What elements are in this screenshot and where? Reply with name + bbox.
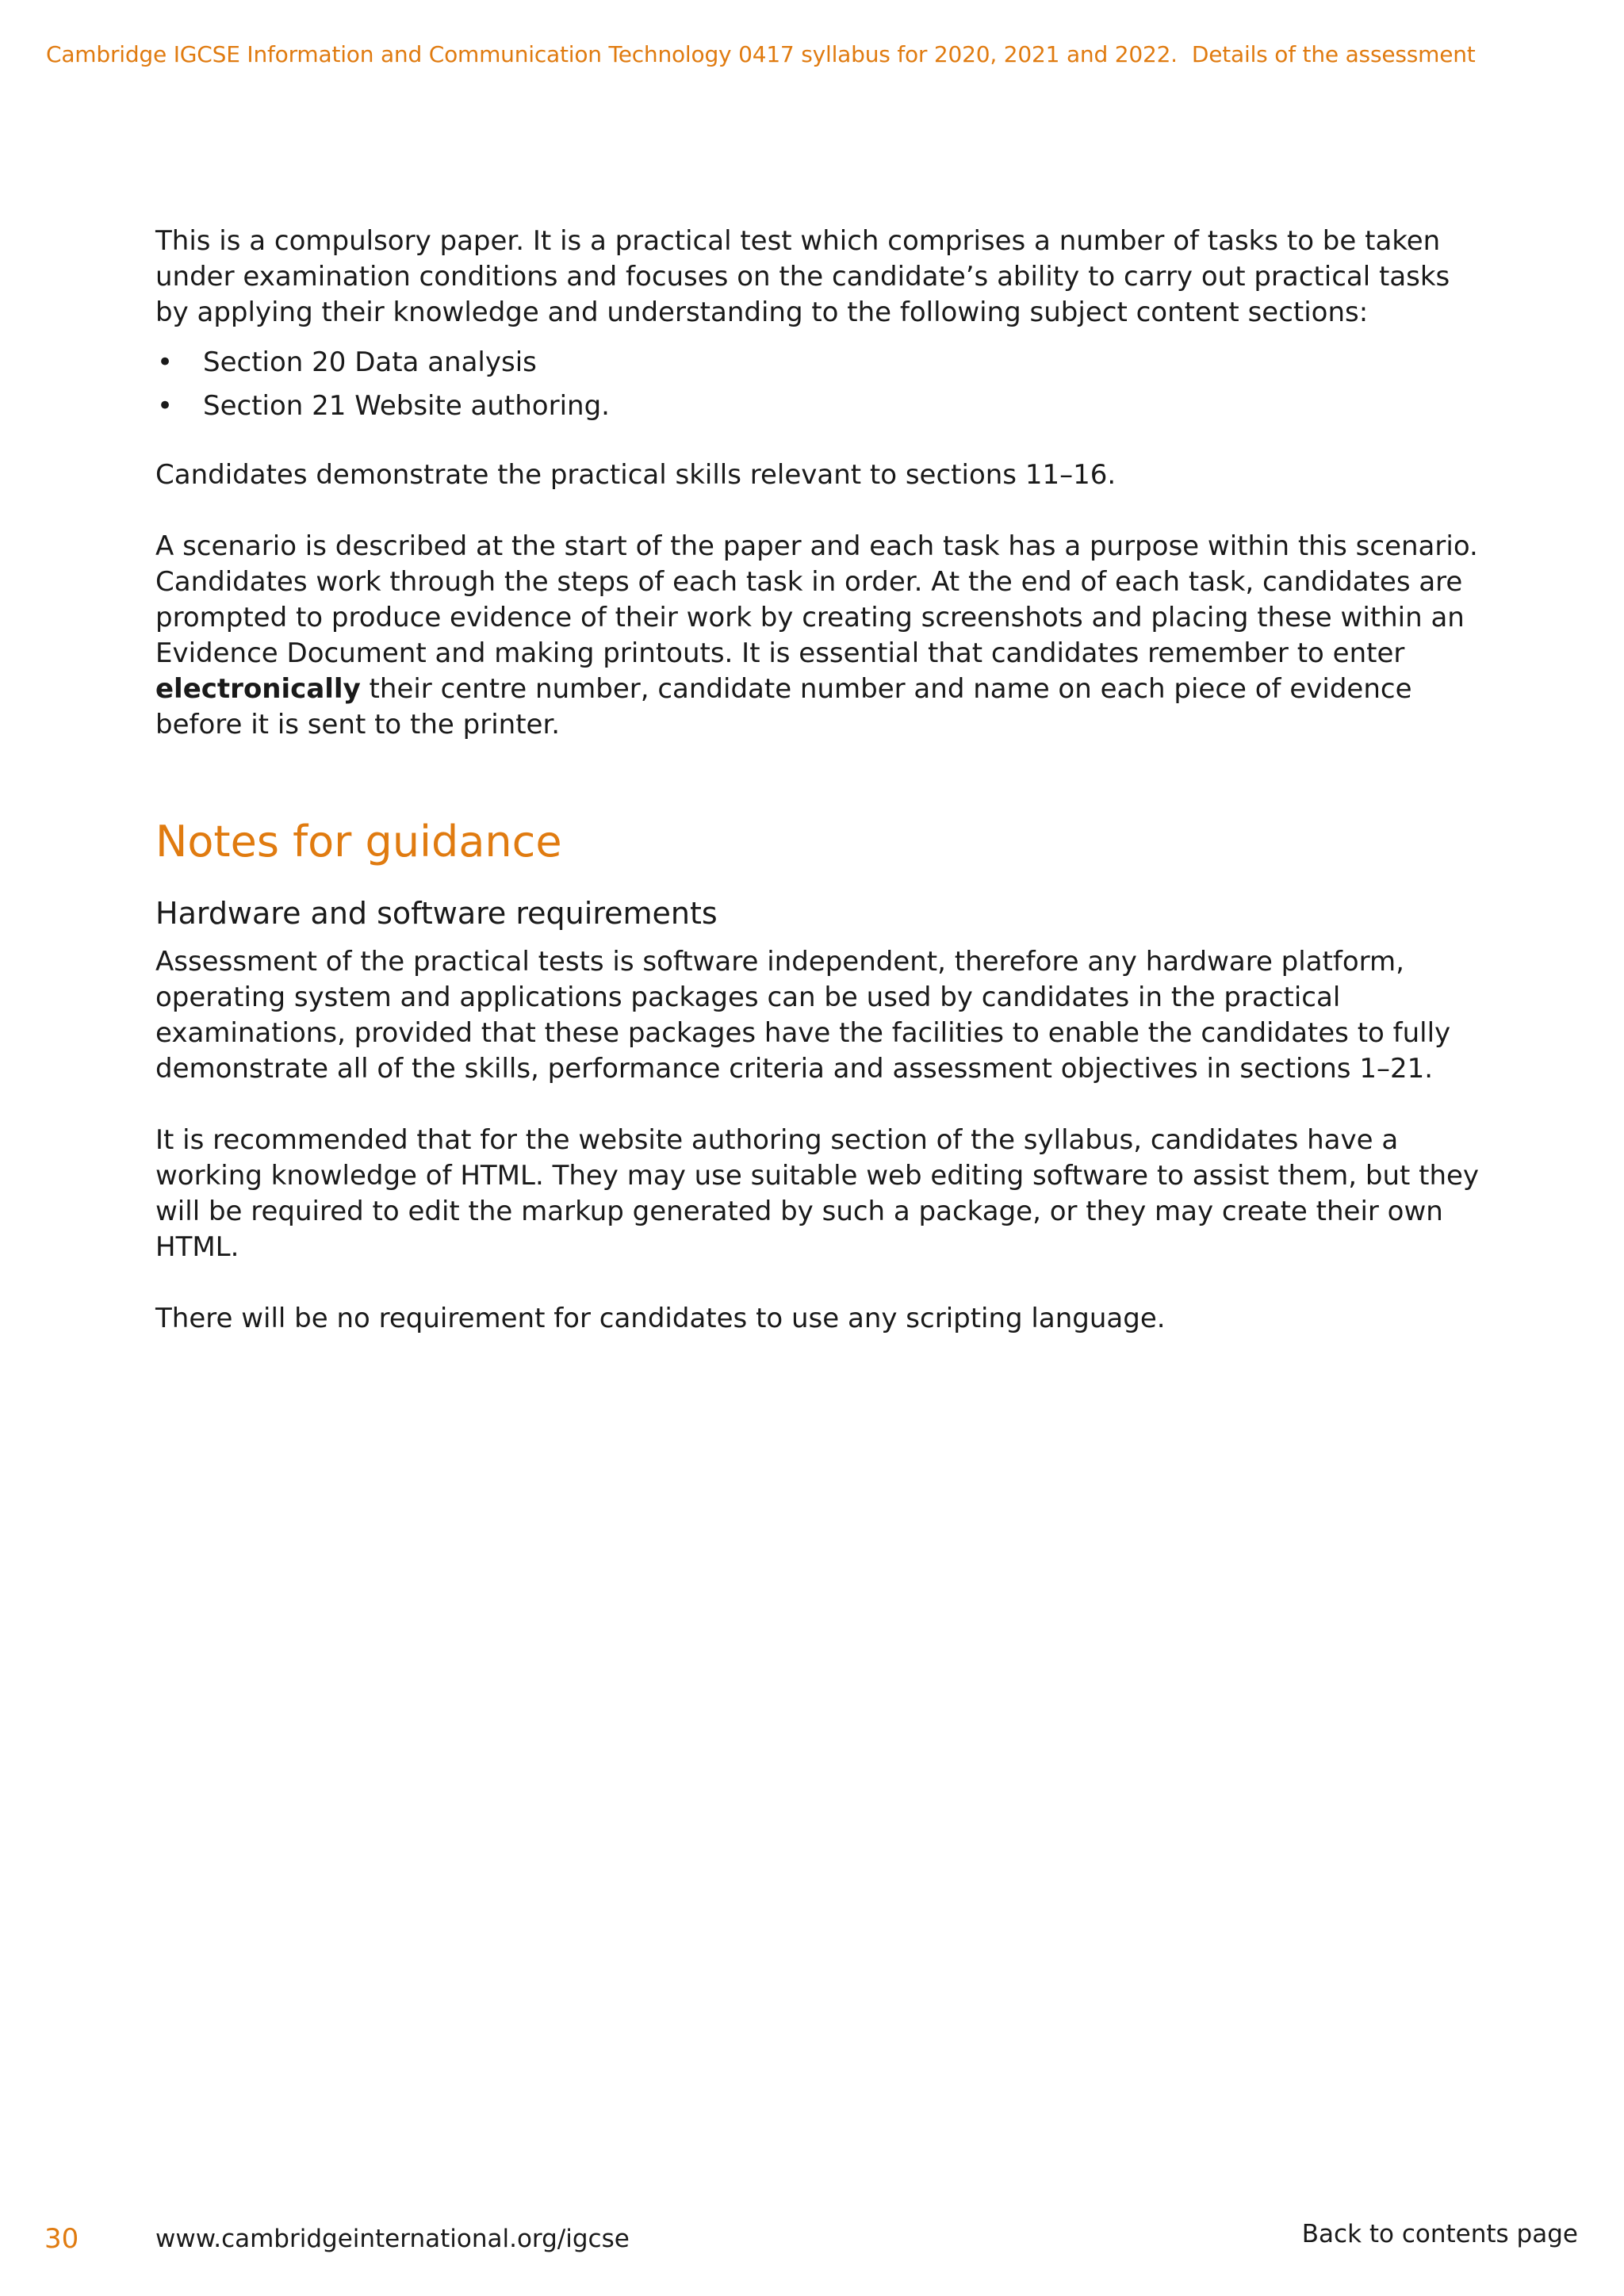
requirements-subheading: Hardware and software requirements [155, 896, 718, 931]
list-item-text: Section 20 Data analysis [203, 346, 537, 378]
running-header [46, 41, 1476, 67]
list-item-text: Section 21 Website authoring. [203, 390, 610, 422]
main-content [155, 224, 1488, 1337]
notes-heading: Notes for guidance [155, 817, 562, 867]
page-number: 30 [44, 2223, 79, 2255]
header-title: Cambridge IGCSE Information and Communication Technology 0417 syllabus for 2020, 2021 and 2022. [46, 41, 1178, 67]
scenario-paragraph [155, 529, 1488, 743]
section-list [155, 345, 1488, 424]
scenario-text-end: their centre number, candidate number and name on each piece of evidence before it is sent to the printer. [155, 673, 1412, 740]
bullet-icon: • [157, 346, 174, 378]
list-item [155, 388, 1488, 424]
list-item [155, 345, 1488, 381]
scenario-text-start: A scenario is described at the start of the paper and each task has a purpose within this scenario. Candidates work through the steps of each task in order. At the end of each task, candidates are prompted to produce evidence of their work by creating screenshots and placing these within an Evidence Document and making printouts. It is essential that candidates remember to enter [155, 530, 1478, 669]
skills-paragraph: Candidates demonstrate the practical skills relevant to sections 11–16. [155, 459, 1116, 491]
bullet-icon: • [157, 390, 174, 422]
notes-paragraph-3: There will be no requirement for candidates to use any scripting language. [155, 1303, 1166, 1334]
header-section: Details of the assessment [1191, 41, 1476, 67]
notes-paragraph-2: It is recommended that for the website authoring section of the syllabus, candidates have a working knowledge of HTML. They may use suitable web editing software to assist them, but they will be required to edit the markup generated by such a package, or they may create their own HTML. [155, 1124, 1480, 1263]
intro-paragraph: This is a compulsory paper. It is a practical test which comprises a number of tasks to be taken under examination conditions and focuses on the candidate’s ability to carry out practical tasks by applying their knowledge and understanding to the following subject content sections: [155, 225, 1450, 328]
back-to-contents-link[interactable]: Back to contents page [1301, 2220, 1578, 2248]
scenario-bold-text: electronically [155, 673, 361, 705]
footer-url: www.cambridgeinternational.org/igcse [155, 2225, 630, 2253]
notes-paragraph-1: Assessment of the practical tests is software independent, therefore any hardware platform, operating system and applications packages can be used by candidates in the practical examinations, provided that these packages have the facilities to enable the candidates to fully demonstrate all of the skills, performance criteria and assessment objectives in sections 1–21. [155, 946, 1451, 1085]
